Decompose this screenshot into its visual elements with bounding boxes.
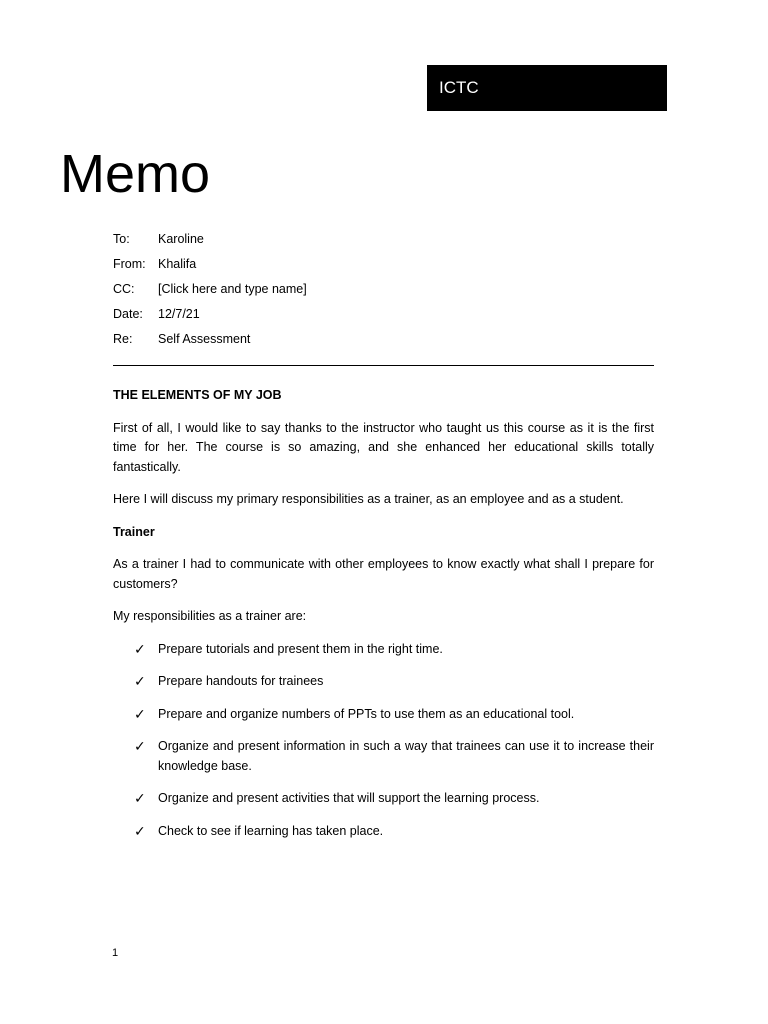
field-label: Date: — [113, 307, 143, 322]
checkmark-icon: ✓ — [134, 790, 146, 806]
list-item — [113, 822, 654, 842]
list-item-text: Prepare tutorials and present them in the right time. — [158, 641, 443, 656]
list-item-text: Check to see if learning has taken place. — [158, 823, 384, 838]
list-item-text: Organize and present information in such a way that trainees can use it to increase their knowledge base. — [158, 739, 654, 773]
checkmark-icon: ✓ — [134, 738, 146, 754]
company-name-box — [427, 65, 667, 111]
memo-body — [113, 386, 654, 854]
field-label: From: — [113, 256, 146, 271]
discussion-paragraph: Here I will discuss my primary responsibilities as a trainer, as an employee and as a student. — [113, 492, 624, 506]
header-divider — [113, 365, 654, 366]
list-item — [113, 672, 654, 692]
field-value-re: Self Assessment — [158, 332, 251, 347]
list-item — [113, 737, 654, 776]
field-row-cc — [113, 276, 307, 301]
company-name: ICTC — [439, 78, 479, 97]
field-row-from — [113, 251, 307, 276]
list-item — [113, 789, 654, 809]
section-heading: THE ELEMENTS OF MY JOB — [113, 388, 282, 402]
list-item-text: Prepare and organize numbers of PPTs to use them as an educational tool. — [158, 706, 575, 721]
checkmark-icon: ✓ — [134, 673, 146, 689]
intro-paragraph: First of all, I would like to say thanks to the instructor who taught us this course as it is the first time for her. The course is so amazing, and she enhanced her educational skills totally fantastically. — [113, 420, 654, 474]
list-item-text: Organize and present activities that will support the learning process. — [158, 791, 540, 805]
memo-header-fields — [113, 226, 307, 352]
checkmark-icon: ✓ — [134, 705, 146, 722]
field-value-date: 12/7/21 — [158, 307, 200, 322]
field-row-date — [113, 302, 307, 327]
list-item — [113, 640, 654, 660]
trainer-subheading: Trainer — [113, 524, 155, 539]
responsibilities-intro: My responsibilities as a trainer are: — [113, 609, 307, 623]
page-number: 1 — [112, 947, 119, 959]
field-row-to — [113, 226, 307, 251]
checkmark-icon: ✓ — [134, 822, 146, 839]
field-label: To: — [113, 231, 130, 246]
field-label: Re: — [113, 332, 133, 347]
field-value-cc[interactable]: [Click here and type name] — [158, 281, 307, 296]
field-value-from: Khalifa — [158, 256, 197, 271]
field-label: CC: — [113, 281, 135, 296]
list-item-text: Prepare handouts for trainees — [158, 674, 324, 688]
field-row-re — [113, 327, 307, 352]
responsibilities-list — [113, 640, 654, 842]
list-item — [113, 705, 654, 725]
trainer-paragraph: As a trainer I had to communicate with other employees to know exactly what shall I prepare for customers? — [113, 557, 654, 591]
field-value-to: Karoline — [158, 231, 204, 246]
checkmark-icon: ✓ — [134, 640, 146, 657]
memo-title: Memo — [60, 144, 211, 204]
